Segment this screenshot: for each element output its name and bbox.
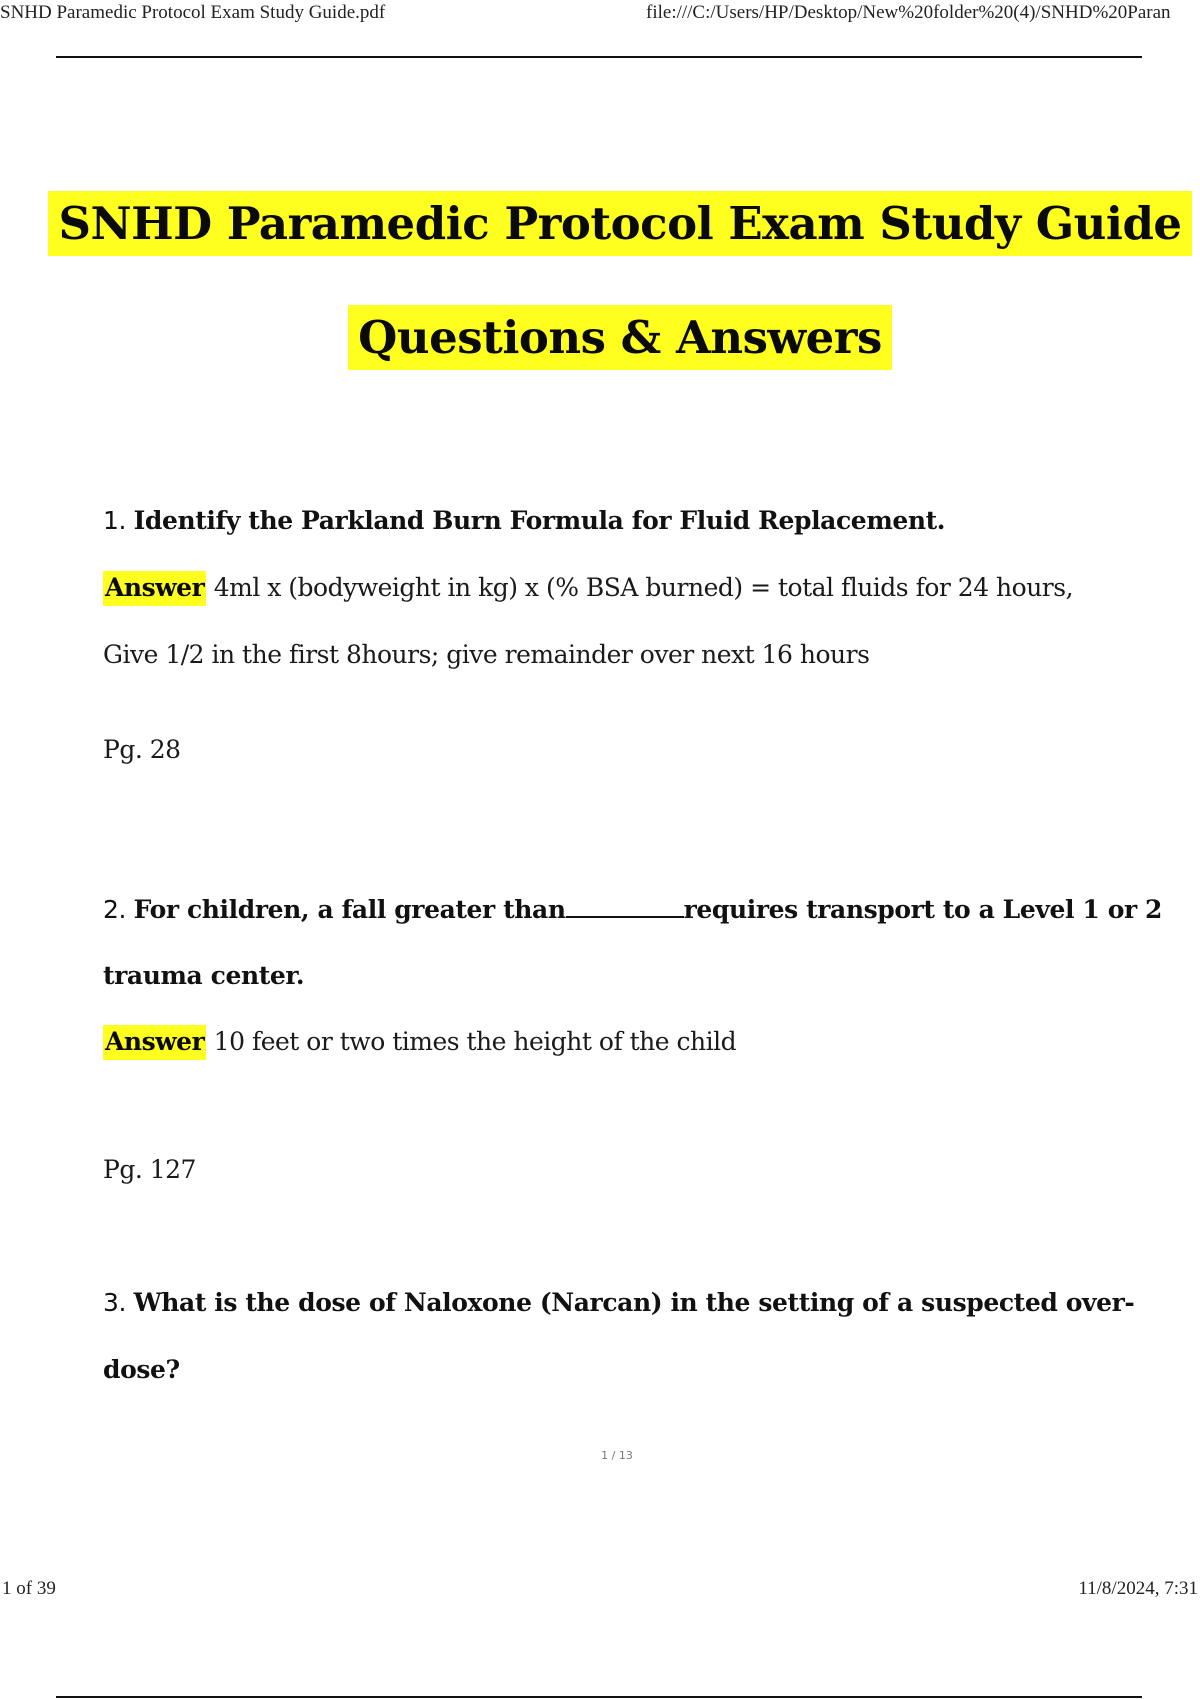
print-footer-datetime: 11/8/2024, 7:31 bbox=[1078, 1578, 1198, 1599]
question-2-number: 2. bbox=[103, 895, 127, 924]
document-subtitle bbox=[0, 311, 1200, 364]
question-1 bbox=[103, 506, 945, 536]
question-2-text-part-1: For children, a fall greater than bbox=[133, 895, 566, 924]
question-2-text-part-2: requires transport to a Level 1 or 2 bbox=[683, 895, 1163, 924]
document-title bbox=[0, 197, 1200, 250]
answer-1-text: 4ml x (bodyweight in kg) x (% BSA burned) = total fluids for 24 hours, bbox=[213, 573, 1074, 602]
question-3-line-2 bbox=[103, 1355, 180, 1385]
footer-rule bbox=[56, 1696, 1142, 1698]
answer-2-label: Answer bbox=[103, 1025, 206, 1060]
page-ref-1: Pg. 28 bbox=[103, 735, 181, 764]
question-3-text: What is the dose of Naloxone (Narcan) in the setting of a suspected over- bbox=[133, 1288, 1135, 1317]
question-2-text-line-2: trauma center. bbox=[103, 961, 305, 990]
page-indicator: 1 / 13 bbox=[601, 1449, 633, 1462]
page-ref-2: Pg. 127 bbox=[103, 1155, 196, 1184]
question-3-number: 3. bbox=[103, 1288, 127, 1317]
question-2 bbox=[103, 894, 1162, 925]
question-3-text-line-2: dose? bbox=[103, 1355, 180, 1384]
answer-2-text: 10 feet or two times the height of the child bbox=[213, 1027, 737, 1056]
title-line-2: Questions & Answers bbox=[348, 305, 892, 370]
answer-1-line-1 bbox=[103, 573, 1073, 603]
question-1-number: 1. bbox=[103, 506, 127, 535]
print-footer-page-count: 1 of 39 bbox=[2, 1578, 56, 1599]
question-2-line-2 bbox=[103, 961, 304, 991]
fill-in-blank bbox=[566, 894, 684, 918]
print-header-file-url: file:///C:/Users/HP/Desktop/New%20folder%20(4)/SNHD%20Paran bbox=[646, 2, 1171, 23]
print-header-doc-name: SNHD Paramedic Protocol Exam Study Guide.pdf bbox=[0, 2, 386, 23]
answer-1-label: Answer bbox=[103, 571, 206, 606]
header-rule bbox=[56, 56, 1142, 58]
question-1-text: Identify the Parkland Burn Formula for Fluid Replacement. bbox=[133, 506, 946, 535]
question-3 bbox=[103, 1288, 1134, 1318]
answer-1-line-2: Give 1/2 in the first 8hours; give remainder over next 16 hours bbox=[103, 640, 870, 669]
title-line-1: SNHD Paramedic Protocol Exam Study Guide bbox=[48, 191, 1191, 256]
answer-2-line-1 bbox=[103, 1027, 736, 1057]
